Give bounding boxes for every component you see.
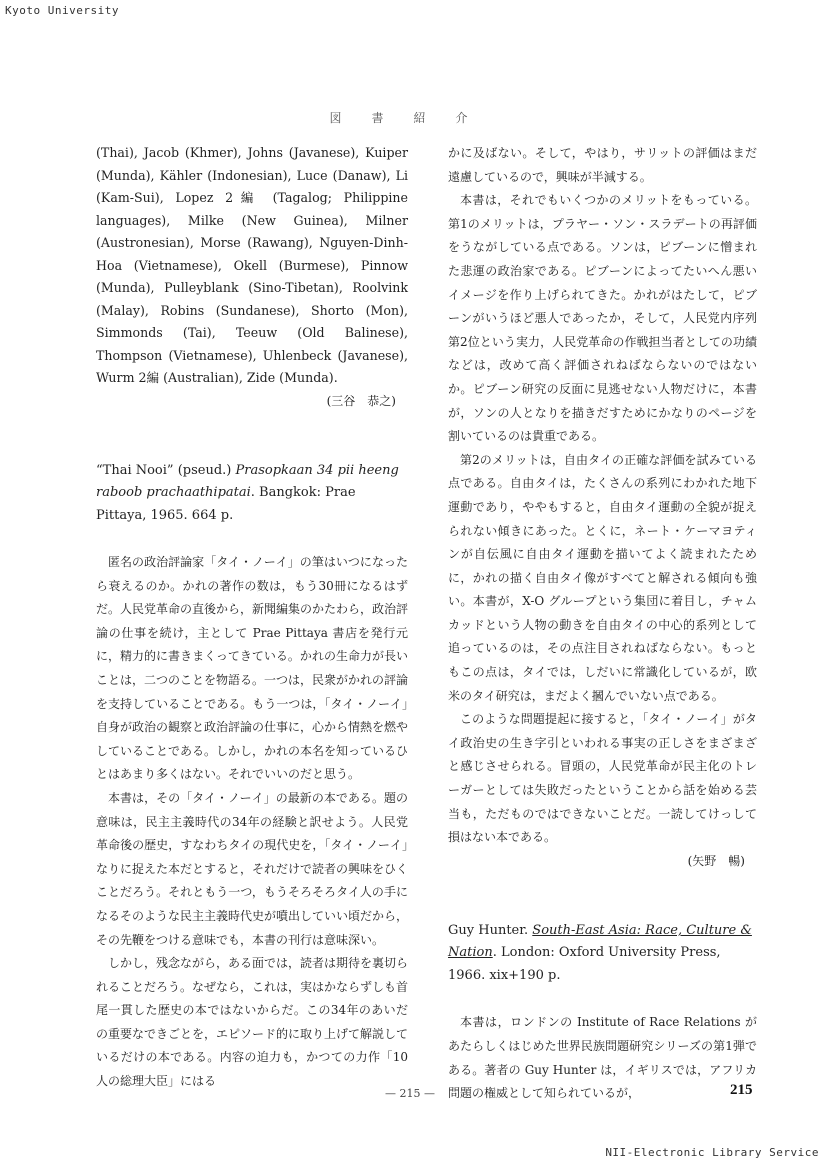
review2-paragraph-1: 匿名の政治評論家「タイ・ノーイ」の筆はいつになったら衰えるのか。かれの著作の数は，もう30冊になるはずだ。人民党革命の直後から，新聞編集のかたわら，政治評論の仕事を続け，主として Prae Pittaya 書店を発行元に，精力的に書きまくってきている。かれの生命力が長いことは，二つのことを物語る。一つは，民衆がかれの評論を支持していることである。もう一つは，「タイ・ノーイ」自身が政治の観察と政治評論の仕事に，心から情熱を燃やしていることである。しかし，かれの本名を知っているひとはあまり多くはない。それでいいのだと思う。 [96,555,409,782]
book-citation-2 [96,460,408,528]
review2-paragraph-3-cont: かに及ばない。そして，やはり，サリットの評価はまだ遠慮しているので，興味が半減する。 [448,146,757,184]
reviewer-signature-1: (三谷 恭之) [326,393,396,408]
review2-paragraph-3: しかし，残念ながら，ある面では，読者は期待を裏切られることだろう。なぜなら，これは，実はかならずしも首尾一貫した歴史の本ではないからだ。この34年のあいだの重要なできごとを，エピソード的に取り上げて解説しているだけの本である。内容の迫力も，かつての力作「10人の総理大臣」にはる [96,956,409,1089]
bibliography-tail: (Thai), Jacob (Khmer), Johns (Javanese), Kuiper (Munda), Kähler (Indonesian), Luce (Danaw), Li (Kam-Sui), Lopez 2編 (Tagalog; Philippine languages), Milke (New Guinea), Milner (Austronesian), Morse (Rawang), Nguyen-Dinh-Hoa (Vietnamese), Okell (Burmese), Pinnow (Munda), Pulleyblank (Sino-Tibetan), Roolvink (Malay), Robins (Sundanese), Shorto (Mon), Simmonds (Tai), Teeuw (Old Balinese), Thompson (Vietnamese), Uhlenbeck (Javanese), Wurm 2編 (Australian), Zide (Munda). [96,145,408,385]
book2-title: Prasopkaan 34 pii heeng raboob prachaathipatai [96,462,399,500]
section-header: 図書紹介 [329,111,498,125]
book2-author: “Thai Nooi” (pseud.) [96,462,236,478]
reviewer-signature-2: (矢野 暢) [687,853,745,868]
book-citation-3 [448,920,757,988]
book3-publication: . London: Oxford University Press, 1966. xix+190 p. [448,945,721,983]
watermark-top: Kyoto University [5,4,119,17]
book3-author: Guy Hunter. [448,922,533,938]
review3-paragraph-1: 本書は，ロンドンの Institute of Race Relations があたらしくはじめた世界民族問題研究シリーズの第1弾である。著者の Guy Hunter は，イギリスでは，アフリカ問題の権威として知られているが， [448,1015,757,1101]
watermark-bottom: NII-Electronic Library Service [605,1146,819,1159]
review2-paragraph-4: 本書は，それでもいくつかのメリットをもっている。第1のメリットは，プラヤー・ソン・スラデートの再評価をうながしている点である。ソンは，ピブーンに憎まれた悲運の政治家である。ピブーンによってたいへん悪いイメージを作り上げられてきた。かれがはたして，ピブーンがいうほど悪人であったか，そして，人民党内序列第2位という実力，人民党革命の作戦担当者としての功績などは，改めて高く評価されねばならないのではないか。ピブーン研究の反面に見逃せない人物だけに，本書が，ソンの人となりを描きだすためにかなりのページを割いているのは貴重である。 [448,193,757,444]
book3-title: South-East Asia: Race, Culture & Nation [448,922,752,961]
page-number: 215 [730,1082,753,1098]
review2-paragraph-6: このような問題提起に接すると，「タイ・ノーイ」がタイ政治史の生き字引といわれる事実の正しさをまざまざと感じさせられる。冒頭の，人民党革命が民主化のトレーガーとしては失敗だったということから話を始める芸当も，ただものではできないことだ。一読してけっして損はない本である。 [448,712,757,845]
left-column [96,142,408,1094]
review2-paragraph-2: 本書は，その「タイ・ノーイ」の最新の本である。題の意味は，民主主義時代の34年の経験と訳せよう。人民党革命後の歴史，すなわちタイの現代史を，「タイ・ノーイ」なりに捉えた本だとすると，それだけで読者の興味をひくことだろう。それともう一つ，もうそろそろタイ人の手になるそのような民主主義時代史が噴出していい頃だから，その先鞭をつける意味でも，本書の刊行は意味深い。 [96,790,409,947]
review2-paragraph-5: 第2のメリットは，自由タイの正確な評価を試みている点である。自由タイは，たくさんの系列にわかれた地下運動であり，ややもすると，自由タイ運動の全貌が捉えられない傾きにあった。とくに，ネート・ケーマヨティンが自伝風に自由タイ運動を描いてよく読まれたために，かれの描く自由タイ像がすべてと解される傾向も強い。本書が，X-O グループという集団に着目し，チャムカッドという人物の動きを自由タイの中心的系列として追っているのは，その点注目されねばならない。もっともこの点は，タイでは，しだいに常識化しているが，欧米のタイ研究は，まだよく摑んでいない点である。 [448,452,757,703]
footer-page-center: — 215 — [385,1087,435,1100]
book2-publication: . Bangkok: Prae Pittaya, 1965. 664 p. [96,485,356,523]
right-column [448,142,757,1106]
